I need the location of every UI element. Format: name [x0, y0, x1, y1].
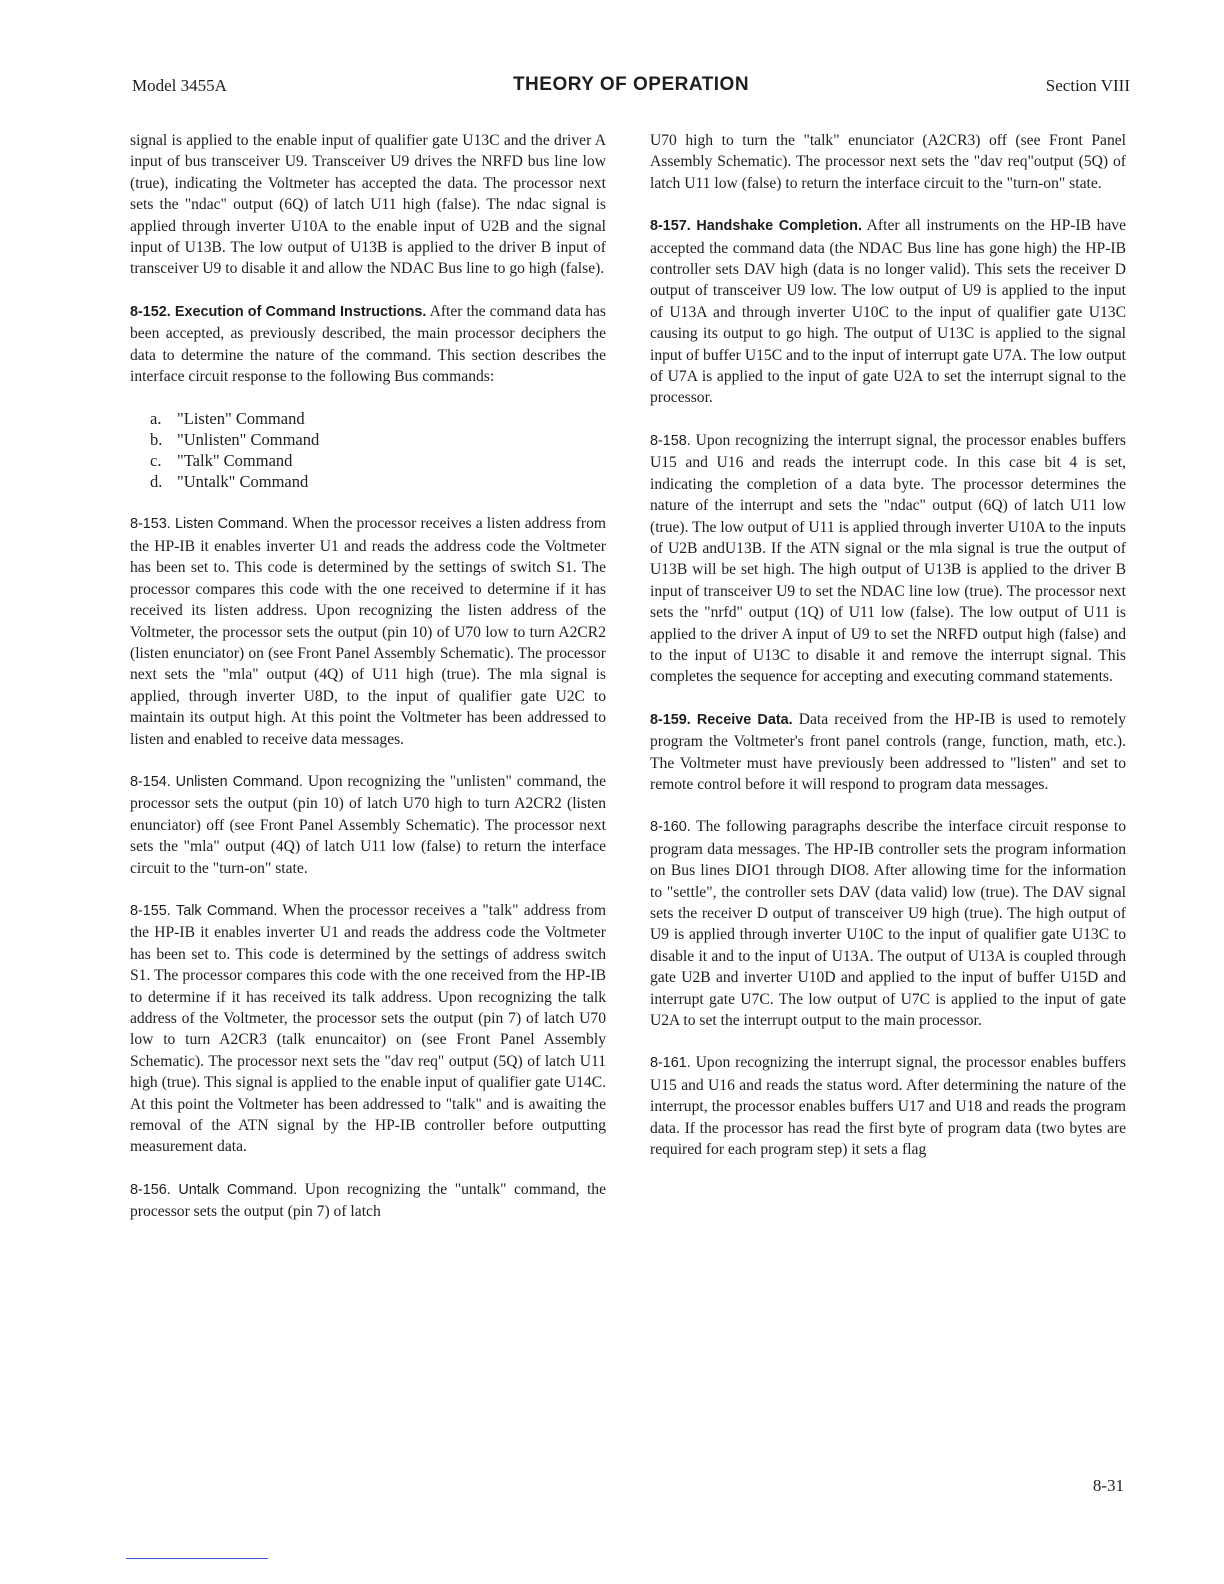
paragraph-text: When the processor receives a "talk" address from the HP-IB it enables inverter U1 and reads the address code the Voltmeter has been set to. This code is determined by the settings of address switch S1. The processor compares this code with the one received from the HP-IB to determine if it has received its talk address. Upon recognizing the talk address of the Voltmeter, the processor sets the output (pin 7) of latch U70 low to turn A2CR3 (talk enuncaitor) on (see Front Panel Assembly Schematic). The processor next sets the "dav req" output (5Q) of latch U11 high (true). This signal is applied to the enable input of qualifier gate U14C. At this point the Voltmeter has been addressed to "talk" and is awaiting the removal of the ATN signal by the HP-IB controller before outputting measurement data.	[130, 901, 606, 1156]
paragraph-text: U70 high to turn the "talk" enunciator (A2CR3) off (see Front Panel Assembly Schematic). The processor next sets the "dav req"output (5Q) of latch U11 low (false) to return the interface circuit to the "turn-on" state.	[650, 132, 1126, 192]
paragraph-heading: Handshake Completion.	[696, 218, 862, 235]
paragraph-number: 8-154.	[130, 773, 171, 790]
paragraph-8-159	[650, 709, 1126, 796]
list-item	[150, 450, 606, 471]
paragraph-number: 8-155.	[130, 902, 171, 919]
page-header	[132, 74, 1130, 100]
paragraph-text: Upon recognizing the interrupt signal, the processor enables buffers U15 and U16 and reads the interrupt code. In this case bit 4 is set, indicating the completion of a data byte. The processor determines the nature of the interrupt and sets the "ndac" output (6Q) of latch U11 low (true). The low output of U11 is applied through inverter U10A to the inputs of U2B andU13B. If the ATN signal or the mla signal is true the output of U13B will be set high. The high output of U13B is applied to the driver B input of transceiver U9 to set the NDAC line low (true). The processor next sets the "nrfd" output (1Q) of U11 low (false). The low output of U11 is applied to the driver A input of U9 to set the NRFD output high (false) and to the input of U13C to disable it and remove the interrupt signal. This completes the sequence for accepting and executing command statements.	[650, 431, 1126, 686]
paragraph-text: When the processor receives a listen address from the HP-IB it enables inverter U1 and reads the address code the Voltmeter has been set to. This code is determined by the settings of switch S1. The processor compares this code with the one received to determine if it has received its listen address. Upon recognizing the listen address of the Voltmeter, the processor sets the output (pin 10) of U70 low to turn A2CR2 (listen enunciator) on (see Front Panel Assembly Schematic). The processor next sets the "mla" output (4Q) of U11 high (true). The mla signal is applied, through inverter U8D, to the input of qualifier gate U2C to maintain its output high. At this point the Voltmeter has been addressed to listen and enabled to receive data messages.	[130, 515, 607, 748]
left-column	[130, 130, 606, 1231]
paragraph-continued	[650, 130, 1126, 194]
paragraph-8-161	[650, 1052, 1126, 1160]
paragraph-text: Upon recognizing the interrupt signal, the processor enables buffers U15 and U16 and reads the status word. After determining the nature of the interrupt, the processor enables buffers U17 and U18 and reads the program data. If the processor has read the first byte of program data (two bytes are required for each program step) it sets a flag	[650, 1054, 1126, 1159]
paragraph-number: 8-158.	[650, 432, 691, 449]
list-item-label: "Listen" Command	[177, 409, 305, 429]
model-label: Model 3455A	[132, 76, 227, 95]
paragraph-number: 8-160.	[650, 819, 691, 836]
page-title: THEORY OF OPERATION	[512, 74, 750, 95]
paragraph-number: 8-157.	[650, 218, 691, 235]
paragraph-8-152	[130, 301, 606, 388]
command-list	[130, 408, 606, 492]
list-item-label: "Unlisten" Command	[177, 430, 320, 450]
paragraph-heading: Unlisten Command.	[175, 773, 303, 790]
paragraph-text: Upon recognizing the "untalk" command, the processor sets the output (pin 7) of latch	[130, 1180, 606, 1221]
paragraph-number: 8-161.	[650, 1055, 691, 1072]
paragraph-8-158	[650, 430, 1126, 688]
paragraph-text: Upon recognizing the "unlisten" command, the processor sets the output (pin 10) of latch U70 high to turn A2CR2 (listen enunciator) off (see Front Panel Assembly Schematic). The processor next sets the "mla" output (4Q) of latch U11 low (false) to return the interface circuit to the "turn-on" state.	[130, 772, 606, 877]
paragraph-heading: Execution of Command Instructions.	[174, 303, 427, 320]
paragraph-text: After all instruments on the HP-IB have accepted the command data (the NDAC Bus line has gone high) the HP-IB controller sets DAV high (data is no longer valid). This sets the receiver D output of transceiver U9 low. The low output of U9 is applied to the input of U13A and through inverter U10C to the input of qualifier gate U13C causing its output to go high. The output of U13C is applied to the signal input of buffer U15C and to the input of interrupt gate U7A. The low output of U7A is applied to the input of gate U2A to set the interrupt signal to the processor.	[650, 217, 1127, 407]
list-item	[150, 471, 606, 492]
paragraph-heading: Receive Data.	[696, 711, 793, 728]
list-item	[150, 408, 606, 429]
right-column	[650, 130, 1126, 1168]
list-item-letter: d.	[150, 472, 163, 492]
paragraph-text: signal is applied to the enable input of qualifier gate U13C and the driver A input of bus transceiver U9. Transceiver U9 drives the NRFD bus line low (true), indicating the Voltmeter has accepted the data. The processor next sets the "ndac" output (6Q) of latch U11 high (false). The ndac signal is applied through inverter U10A to the enable input of U2B and the signal input of U13B. The low output of U13B is applied to the driver B input of transceiver U9 to disable it and allow the NDAC Bus line to go high (false).	[130, 132, 606, 278]
paragraph-heading: Talk Command.	[176, 902, 278, 919]
paragraph-text: After the command data has been accepted, as previously described, the main processor deciphers the data to determine the nature of the command. This section describes the interface circuit response to the following Bus commands:	[130, 302, 607, 386]
paragraph-8-156	[130, 1179, 606, 1223]
paragraph-text: Data received from the HP-IB is used to remotely program the Voltmeter's front panel controls (range, function, math, etc.). The Voltmeter must have previously been addressed to "listen" and set to remote control before it will respond to program data messages.	[650, 710, 1126, 793]
list-item-letter: c.	[150, 451, 162, 471]
paragraph-continued	[130, 130, 606, 280]
page-number: 8-31	[1092, 1476, 1124, 1495]
paragraph-8-153	[130, 513, 606, 749]
paragraph-8-155	[130, 900, 606, 1158]
list-item-label: "Talk" Command	[177, 451, 293, 471]
section-label: Section VIII	[1045, 76, 1130, 95]
list-item	[150, 429, 606, 450]
paragraph-heading: Untalk Command.	[178, 1181, 298, 1198]
paragraph-8-154	[130, 771, 606, 879]
paragraph-heading: Listen Command.	[174, 516, 289, 533]
paragraph-number: 8-159.	[650, 711, 691, 728]
paragraph-number: 8-152.	[130, 303, 171, 320]
list-item-letter: a.	[150, 409, 162, 429]
paragraph-number: 8-153.	[130, 516, 171, 533]
paragraph-text: The following paragraphs describe the interface circuit response to program data messages. The HP-IB controller sets the program information on Bus lines DIO1 through DIO8. After allowing time for the information to "settle", the controller sets DAV (data valid) low (true). The DAV signal sets the receiver D output of transceiver U9 high (true). The high output of U9 is applied through inverter U10C to the input of qualifier gate U13C to disable it and to the input of U13A. The output of U13A is coupled through gate U2B and inverter U10D and applied to the input of buffer U15D and interrupt gate U7C. The low output of U7C is applied to the input of gate U2A to set the interrupt output to the main processor.	[650, 818, 1126, 1030]
list-item-label: "Untalk" Command	[177, 472, 309, 492]
footer-rule	[126, 1558, 268, 1559]
list-item-letter: b.	[150, 430, 163, 450]
paragraph-8-160	[650, 816, 1126, 1031]
paragraph-number: 8-156.	[130, 1181, 171, 1198]
paragraph-8-157	[650, 215, 1126, 409]
